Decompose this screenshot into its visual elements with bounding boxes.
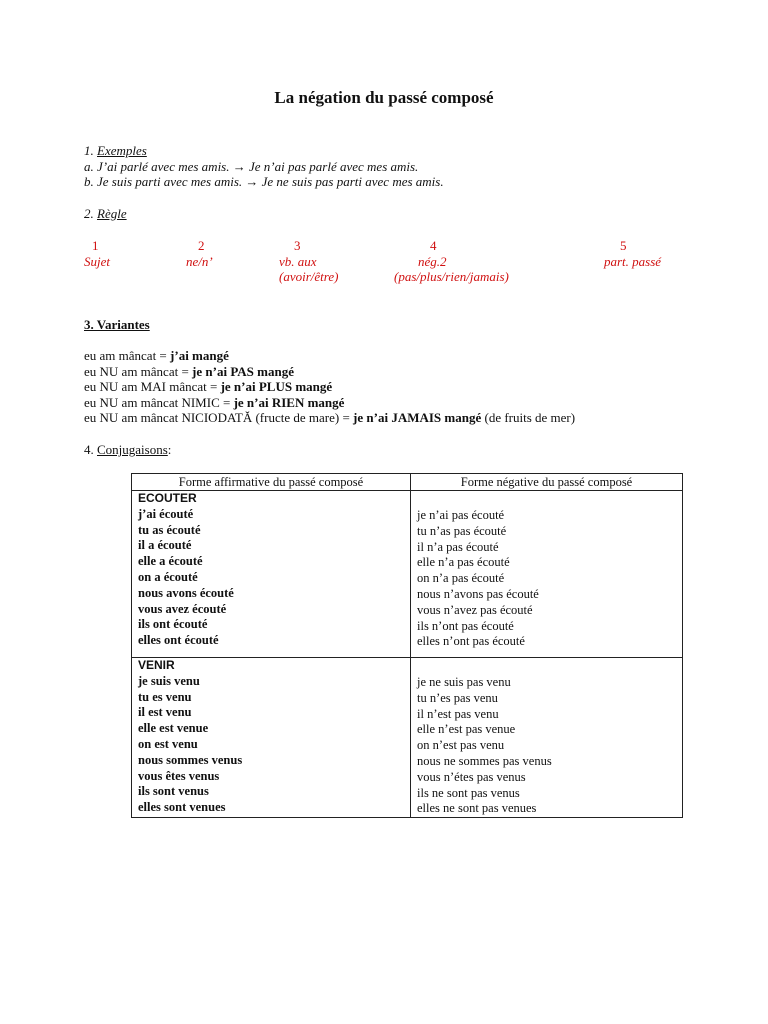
table-cell-text: il est venu: [138, 705, 192, 720]
variant-line-5: eu NU am mâncat NICIODATĂ (fructe de mare) = je n’ai JAMAIS mangé (de fruits de mer): [84, 410, 576, 425]
rule-number-3: 3: [294, 238, 301, 253]
variant-line-2: eu NU am mâncat = je n’ai PAS mangé: [84, 363, 294, 379]
table-cell-text: on n’a pas écouté: [417, 571, 505, 586]
example-line-b: b. Je suis parti avec mes amis. → Je ne suis pas parti avec mes amis.: [84, 174, 444, 189]
table-row-venir: [132, 657, 683, 817]
table-cell-text: elles ne sont pas venues: [417, 801, 537, 816]
venir-affirmative-cell: [132, 657, 411, 817]
rule-label-ne: ne/n’: [186, 254, 213, 269]
rule-sublabels-row: [0, 269, 768, 285]
rule-label-sujet: Sujet: [84, 254, 110, 269]
conjugation-table: [131, 473, 683, 818]
table-cell-text: j’ai écouté: [138, 506, 194, 521]
table-cell-text: nous ne sommes pas venus: [417, 753, 552, 768]
variant-line-3: eu NU am MAI mâncat = je n’ai PLUS mangé: [84, 379, 333, 394]
table-cell-text: elle a écouté: [138, 554, 203, 569]
rule-label-vb-aux: vb. aux: [279, 254, 317, 269]
rule-label-part-passe: part. passé: [604, 254, 662, 269]
table-cell-text: vous n’avez pas écouté: [417, 602, 533, 617]
table-cell-text: tu n’es pas venu: [417, 690, 498, 705]
rule-heading: 2. Règle: [84, 206, 127, 221]
table-cell-text: on n’est pas venu: [417, 738, 505, 753]
verb-name-venir: VENIR: [138, 657, 175, 672]
table-cell-text: ils ont écouté: [138, 617, 208, 632]
conjugations-heading: 4. Conjugaisons:: [84, 442, 172, 457]
table-cell-text: je n’ai pas écouté: [417, 508, 505, 522]
variants-heading: 3. Variantes: [84, 317, 150, 332]
examples-section: [84, 143, 444, 190]
rule-labels-row: [0, 254, 768, 270]
table-cell-text: ils sont venus: [138, 784, 209, 799]
variant-line-1: eu am mâncat = j’ai mangé: [84, 348, 229, 363]
table-cell-text: il a écouté: [138, 538, 192, 553]
rule-number-5: 5: [620, 238, 627, 253]
table-header-row: [132, 474, 683, 491]
table-cell-text: ils n’ont pas écouté: [417, 618, 514, 633]
table-cell-text: nous sommes venus: [138, 752, 243, 767]
example-line-a: a. J’ai parlé avec mes amis. → Je n’ai pas parlé avec mes amis.: [84, 158, 419, 174]
examples-heading: 1. Exemples: [84, 143, 147, 158]
table-cell-text: tu n’as pas écouté: [417, 523, 507, 538]
rule-number-2: 2: [198, 238, 205, 253]
table-cell-text: tu es venu: [138, 689, 192, 704]
table-cell-text: nous avons écouté: [138, 585, 234, 600]
table-cell-text: il n’a pas écouté: [417, 539, 499, 554]
table-cell-text: vous êtes venus: [138, 768, 220, 783]
table-cell-text: je suis venu: [138, 673, 200, 688]
variants-list: [84, 348, 575, 426]
variant-line-4: eu NU am mâncat NIMIC = je n’ai RIEN mangé: [84, 394, 345, 410]
table-cell-text: elle n’a pas écouté: [417, 555, 510, 570]
table-cell-text: on est venu: [138, 736, 198, 751]
ecouter-negative-cell: [411, 491, 683, 658]
rule-sublabel-pas-plus: (pas/plus/rien/jamais): [394, 269, 509, 284]
venir-negative-cell: [411, 657, 683, 817]
table-cell-text: elles n’ont pas écouté: [417, 634, 525, 649]
table-cell-text: elle est venue: [138, 721, 209, 736]
table-cell-text: on a écouté: [138, 569, 198, 584]
table-cell-text: elles sont venues: [138, 800, 226, 815]
ecouter-affirmative-cell: [132, 491, 411, 658]
table-cell-text: elle n’est pas venue: [417, 722, 516, 737]
table-cell-text: vous n’étes pas venus: [417, 769, 526, 784]
rule-numbers-row: [0, 238, 768, 254]
rule-number-4: 4: [430, 238, 437, 253]
table-cell-text: ils ne sont pas venus: [417, 785, 520, 800]
page-title: La négation du passé composé: [274, 88, 494, 107]
table-cell-text: tu as écouté: [138, 522, 201, 537]
table-cell-text: je ne suis pas venu: [417, 674, 511, 689]
table-cell-text: nous n’avons pas écouté: [417, 586, 539, 601]
table-cell-text: vous avez écouté: [138, 601, 227, 616]
rule-label-neg2: nég.2: [418, 254, 447, 269]
header-negative: Forme négative du passé composé: [411, 474, 683, 491]
header-affirmative: Forme affirmative du passé composé: [132, 474, 411, 491]
rule-sublabel-avoir-etre: (avoir/être): [279, 269, 339, 284]
verb-name-ecouter: ECOUTER: [138, 491, 197, 505]
table-cell-text: elles ont écouté: [138, 633, 219, 648]
table-cell-text: il n’est pas venu: [417, 706, 499, 721]
table-row-ecouter: [132, 491, 683, 658]
rule-number-1: 1: [92, 238, 99, 253]
